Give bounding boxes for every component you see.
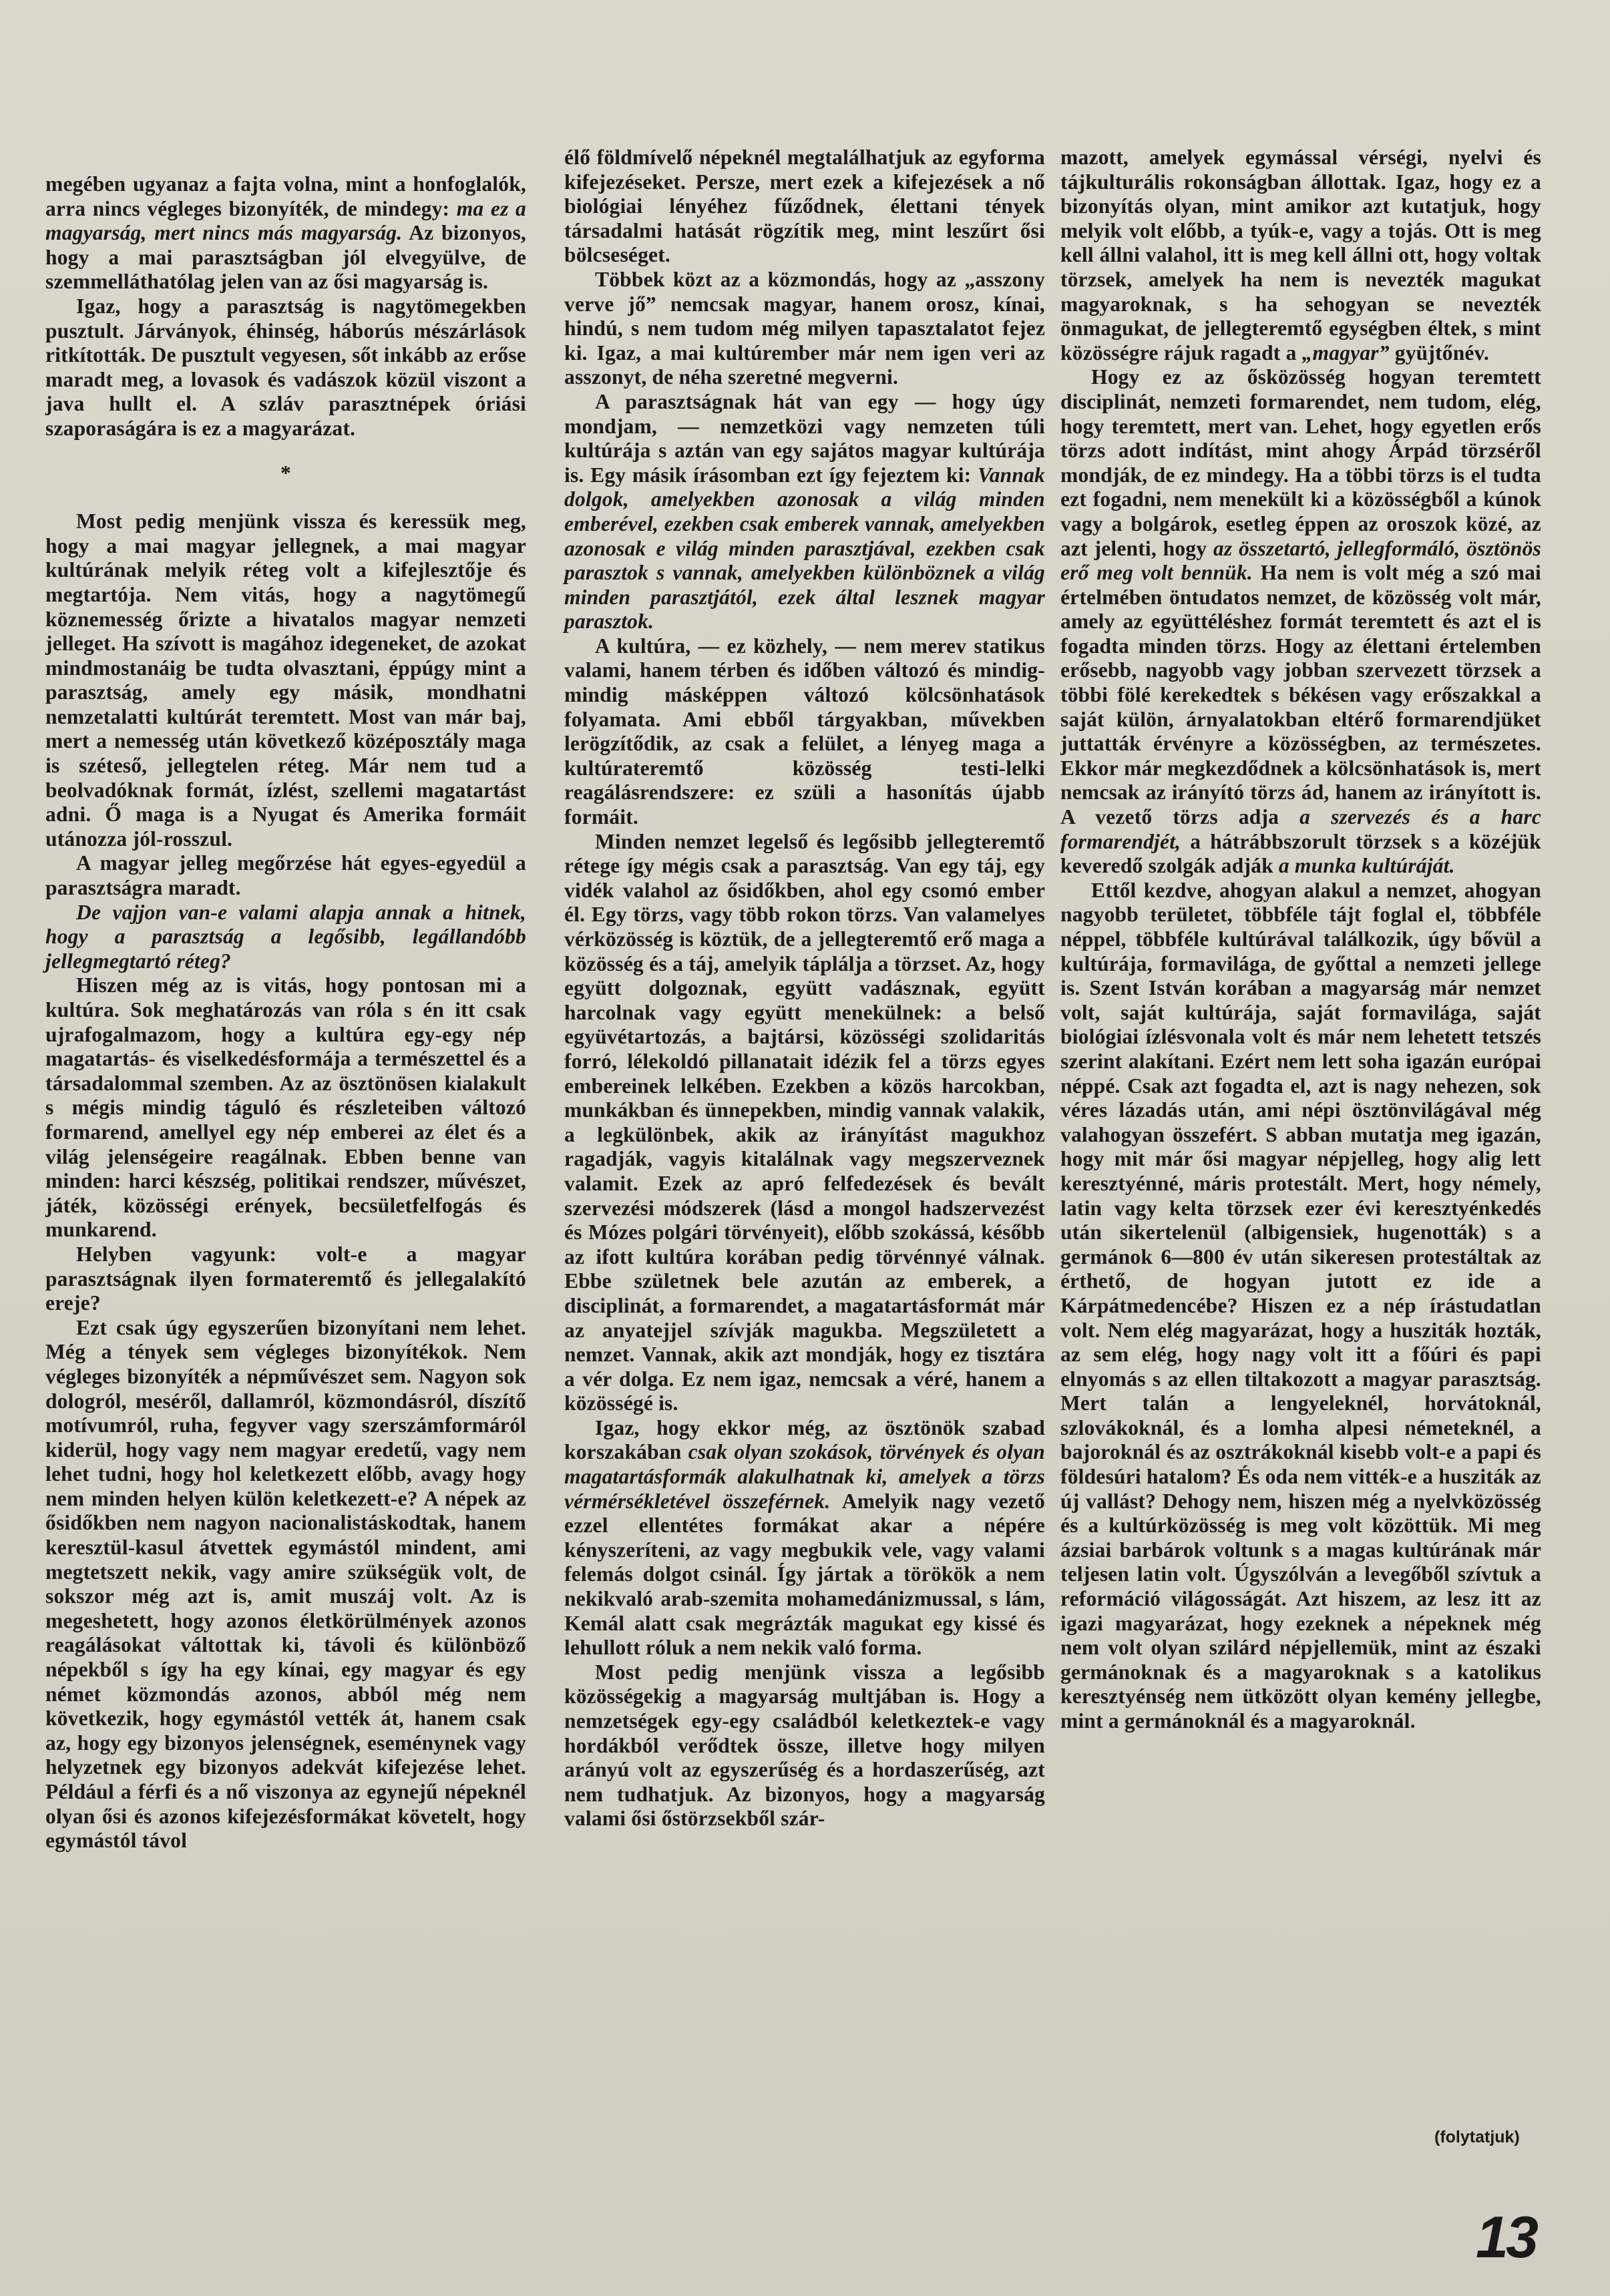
paragraph: Hogy ez az ősközösség hogyan teremtett disciplinát, nemzeti formarendet, nem tudom, elég, hogy teremtett, mert van. Lehet, hogy egyetlen erős törzs adott indítást, mint ahogy Árpád törzséről mondják, de ez mindegy. Ha a többi törzs is el tudta ezt fogadni, nem menekült ki a közösségből a kúnok vagy a bolgárok, esetleg éppen az oroszok közé, az azt jelenti, hogy az összetartó, jellegformáló, ösztönös erő meg volt bennük. Ha nem is volt még a szó mai értelmében öntudatos nemzet, de közösség volt már, amely az együttéléshez formát teremtett és azt el is fogadta minden törzs. Hogy az élettani értelemben erősebb, nagyobb vagy jobban szervezett törzsek a többi fölé kerekedtek s békésen vagy erőszakkal a saját külön, árnyalatokban eltérő formarendjüket juttatták érvényre a közösségben, az természetes. Ekkor már megkezdődnek a kölcsönhatások is, mert nemcsak az irányító törzs ád, hanem az irányított is. A vezető törzs adja a szervezés és a harc formarendjét, a hátrábbszorult törzsek s a közéjük keveredő szolgák adják a munka kultúráját. xyxy=(1060,365,1541,878)
paragraph: Most pedig menjünk vissza a legősibb közösségekig a magyarság multjában is. Hogy a nemzetségek egy-egy családból keletkeztek-e vagy hordákból verődtek össze, illetve hogy milyen arányú volt az egyszerűség és a hordaszerűség, azt nem tudhatjuk. Az bizonyos, hogy a magyarság valami ősi őstörzsekből szár- xyxy=(564,1660,1045,1831)
paragraph: Hiszen még az is vitás, hogy pontosan mi a kultúra. Sok meghatározás van róla s én itt csak ujrafogalmazom, hogy a kultúra egy-egy nép magatartás- és viselkedésformája a természettel és a társadalommal szemben. Az az ösztönösen kialakult s mégis mindig táguló és részleteiben változó formarend, amellyel egy nép emberei az élet és a világ jelenségeire reagálnak. Ebben benne van minden: harci készség, politikai rendszer, művészet, játék, közösségi erények, becsületfelfogás és munkarend. xyxy=(45,973,526,1242)
paragraph: Ezt csak úgy egyszerűen bizonyítani nem lehet. Még a tények sem végleges bizonyítékok. Nem végleges bizonyíték a népművészet sem. Nagyon sok dologról, meséről, dallamról, közmondásról, díszítő motívumról, ruha, fegyver vagy szerszámformáról kiderül, hogy vagy nem magyar eredetű, vagy nem lehet tudni, hogy hol keletkezett előbb, avagy hogy nem minden helyen külön keletkezett-e? A népek az ősidőkben nem nagyon nacionalistáskodtak, hanem keresztül-kasul átvettek egymástól mindent, ami megtetszett nekik, vagy amire szükségük volt, de sokszor még azt is, amit muszáj volt. Az is megeshetett, hogy azonos életkörülmények azonos reagálásokat váltottak ki, távoli és különböző népekből s így ha egy kínai, egy magyar és egy német közmondás azonos, abból még nem következik, hogy egymástól vették át, hanem csak az, hogy egy bizonyos jelenségnek, eseménynek vagy helyzetnek egy bizonyos adekvát kifejezése lehet. Például a férfi és a nő viszonya az egynejű népeknél olyan ősi és azonos kifejezésformákat követelt, hogy egymástól távol xyxy=(45,1315,526,1853)
text-column-2 xyxy=(564,146,1045,1831)
page-number: 13 xyxy=(1476,2204,1536,2270)
paragraph: Minden nemzet legelső és legősibb jellegteremtő rétege így mégis csak a parasztság. Van egy táj, egy vidék valahol az ősidőkben, ahol egy csomó ember él. Egy törzs, vagy több rokon törzs. Van valamelyes vérközösség is köztük, de a jellegteremtő erő maga a közösség és a táj, amelyik táplálja a törzset. Az, hogy együtt dolgoznak, együtt vadásznak, együtt harcolnak vagy együtt menekülnek: a belső együvétartozás, a bajtársi, közösségi szolidaritás forró, lélekoldó pillanatait idézik fel a törzs egyes embereinek lelkében. Ezekben a közös harcokban, munkákban és ünnepekben, mindig vannak valakik, a legkülönbek, akik az irányítást magukhoz ragadják, vagyis kitalálnak vagy megszerveznek valamit. Ezek az apró felfedezések és bevált szervezési módszerek (lásd a mongol hadszervezést és Mózes polgári törvényeit), előbb szokássá, később az ifott kultúra korában pedig törvénnyé válnak. Ebbe születnek bele azután az emberek, a disciplinát, a formarendet, a magatartásformát már az anyatejjel szívják magukba. Megszületett a nemzet. Vannak, akik azt mondják, hogy ez tisztára a vér dolga. Ez nem igaz, nemcsak a véré, hanem a közösségé is. xyxy=(564,829,1045,1415)
text-column-1 xyxy=(45,172,526,1853)
paragraph: élő földmívelő népeknél megtalálhatjuk az egyforma kifejezéseket. Persze, mert ezek a kifejezések a nő biológiai lényéhez fűződnek, élettani tények társadalmi hatását rögzítik meg, mint leszűrt ősi bölcseséget. xyxy=(564,146,1045,267)
italic-phrase: a szervezés és a harc formarendjét, xyxy=(1060,805,1541,853)
italic-phrase: csak olyan szokások, törvények és olyan magatartásformák alakulhatnak ki, amelyek a törzs vérmérsékletével összeférnek. xyxy=(564,1440,1045,1513)
italic-phrase: „magyar” xyxy=(1301,340,1390,365)
paragraph: Most pedig menjünk vissza és keressük meg, hogy a mai magyar jellegnek, a mai magyar kultúrának melyik réteg volt a kifejlesztője és megtartója. Nem vitás, hogy a nagytömegű köznemesség őrizte a hivatalos magyar nemzeti jelleget. Ha szívott is magához idegeneket, de azokat mindmostanáig be tudta olvasztani, éppúgy mint a parasztság, amely egy másik, mondhatni nemzetalatti kultúrát teremtett. Most van már baj, mert a nemesség után következő középosztály maga is széteső, jellegtelen réteg. Már nem tud a beolvadóknak formát, ízlést, szellemi magatartást adni. Ő maga is a Nyugat és Amerika formáit utánozza jól-rosszul. xyxy=(45,509,526,851)
italic-phrase: a munka kultúráját. xyxy=(1278,854,1455,878)
paragraph: Helyben vagyunk: volt-e a magyar parasztságnak ilyen formateremtő és jellegalakító ereje? xyxy=(45,1242,526,1315)
paragraph: mazott, amelyek egymással vérségi, nyelvi és tájkulturális rokonságban állottak. Igaz, hogy ez a bizonyítás olyan, mint amikor azt kutatjuk, hogy melyik volt előbb, a tyúk-e, vagy a tojás. Ott is meg kell állni valahol, itt is meg kell állni ott, hogy voltak törzsek, amelyek ha nem is nevezték magukat magyaroknak, s ha sehogyan se nevezték önmagukat, de jellegteremtő egységben éltek, s mint közösségre rájuk ragadt a „magyar” gyüjtőnév. xyxy=(1060,146,1541,365)
italic-phrase: az összetartó, jellegformáló, ösztönös erő meg volt bennük. xyxy=(1060,536,1541,585)
paragraph: A parasztságnak hát van egy — hogy úgy mondjam, — nemzetközi vagy nemzeten túli kultúrája s aztán van egy sajátos magyar kultúrája is. Egy másik írásomban ezt így fejeztem ki: Vannak dolgok, amelyekben azonosak a világ minden emberével, ezekben csak emberek vannak, amelyekben azonosak e világ minden parasztjával, ezekben csak parasztok s vannak, amelyekben különböznek a világ minden parasztjától, ezek által lesznek magyar parasztok. xyxy=(564,389,1045,634)
text-column-3 xyxy=(1060,146,1541,1734)
paragraph: megében ugyanaz a fajta volna, mint a honfoglalók, arra nincs végleges bizonyíték, de mindegy: ma ez a magyarság, mert nincs más magyarság. Az bizonyos, hogy a mai parasztságban jól elvegyülve, de szemmelláthatólag jelen van az ősi magyarság is. xyxy=(45,172,526,294)
paragraph: A magyar jelleg megőrzése hát egyes-egyedül a parasztságra maradt. xyxy=(45,851,526,900)
paragraph: Igaz, hogy ekkor még, az ösztönök szabad korszakában csak olyan szokások, törvények és olyan magatartásformák alakulhatnak ki, amelyek a törzs vérmérsékletével összeférnek. Amelyik nagy vezető ezzel ellentétes formákat akar a népére kényszeríteni, az vagy megbukik vele, vagy valami felemás dolgot csinál. Így jártak a törökök a nem nekikvaló arab-szemita mohamedánizmussal, s lám, Kemál alatt csak megrázták magukat egy kissé és lehullott róluk a nem nekik való forma. xyxy=(564,1415,1045,1660)
italic-question: De vajjon van-e valami alapja annak a hitnek, hogy a parasztság a legősibb, legállandóbb jellegmegtartó réteg? xyxy=(45,900,526,973)
paragraph: Ettől kezdve, ahogyan alakul a nemzet, ahogyan nagyobb területet, többféle tájt foglal el, többféle néppel, többféle kultúrával találkozik, úgy bővül a kultúrája, formavilága, de győttal a nemzeti jellege is. Szent István korában a magyarság már nemzet volt, saját kultúrája, saját formavilága, saját biológiai ízlésvonala volt és már nem lehetett tetszés szerint alakítani. Ezért nem lett soha igazán európai néppé. Csak azt fogadta el, azt is nagy nehezen, sok véres lázadás után, ami népi ösztönvilágával még valahogyan összefért. S abban mutatja meg igazán, hogy mit már ősi magyar népjelleg, hogy alig lett keresztyénné, máris protestált. Mert, hogy némely, latin vagy kelta törzsek ezer évi keresztyénkedés után sikertelenül (albigensiek, hugenották) s a germánok 6—800 év után sikeresen protestáltak az érthető, de hogyan jutott ez ide a Kárpátmedencébe? Hiszen ez a nép írástudatlan volt. Nem elég magyarázat, hogy a husziták hozták, az sem elég, hogy nagy volt itt a főúri és papi elnyomás s az ellen tiltakozott a magyar parasztság. Mert talán a lengyeleknél, horvátoknál, szlovákoknál, és a lomha alpesi németeknél, a bajoroknál és az osztrákoknál kisebb volt-e a papi és földesúri hatalom? És oda nem vitték-e a husziták az új vallást? Dehogy nem, hiszen még a nyelvközösség és a kultúrközösség is meg volt közöttük. Mi meg ázsiai barbárok voltunk s a magas kultúrának már teljesen latin volt. Úgyszólván a levegőből szívtuk a reformáció világosságát. Azt hiszem, az lesz itt az igazi magyarázat, hogy ezeknek a népeknek még nem volt olyan szilárd népjellemük, mint az északi germánoknak és a magyaroknak s a katolikus keresztyénség nem ütközött olyan kemény jellegbe, mint a germánoknál és a magyaroknál. xyxy=(1060,878,1541,1733)
continued-note: (folytatjuk) xyxy=(1434,2128,1520,2146)
paragraph: Többek közt az a közmondás, hogy az „asszony verve jő” nemcsak magyar, hanem orosz, kínai, hindú, s nem tudom még milyen tapasztalatot fejez ki. Igaz, a mai kultúrember már nem igen veri az asszonyt, de néha szeretné megverni. xyxy=(564,267,1045,389)
section-separator: * xyxy=(280,461,291,485)
italic-quote: Vannak dolgok, amelyekben azonosak a világ minden emberével, ezekben csak emberek vannak, amelyekben azonosak e világ minden parasztjával, ezekben csak parasztok s vannak, amelyekben különböznek a világ minden parasztjától, ezek által lesznek magyar parasztok. xyxy=(564,463,1045,634)
paragraph: A kultúra, — ez közhely, — nem merev statikus valami, hanem térben és időben változó és mindig-mindig másképpen változó kölcsönhatások folyamata. Ami ebből tárgyakban, művekben lerögzítődik, az csak a felület, a lényeg maga a kultúrateremtő közösség testi-lelki reagálásrendszere: ez szüli a hasonítás újabb formáit. xyxy=(564,634,1045,829)
italic-phrase: ma ez a magyarság, mert nincs más magyarság. xyxy=(45,196,526,245)
paragraph: Igaz, hogy a parasztság is nagytömegekben pusztult. Járványok, éhinség, háborús mészárlások ritkították. De pusztult vegyesen, sőt inkább az erőse maradt meg, a lovasok és vadászok közül viszont a java hullt el. A szláv parasztnépek óriási szaporaságára is ez a magyarázat. xyxy=(45,294,526,440)
